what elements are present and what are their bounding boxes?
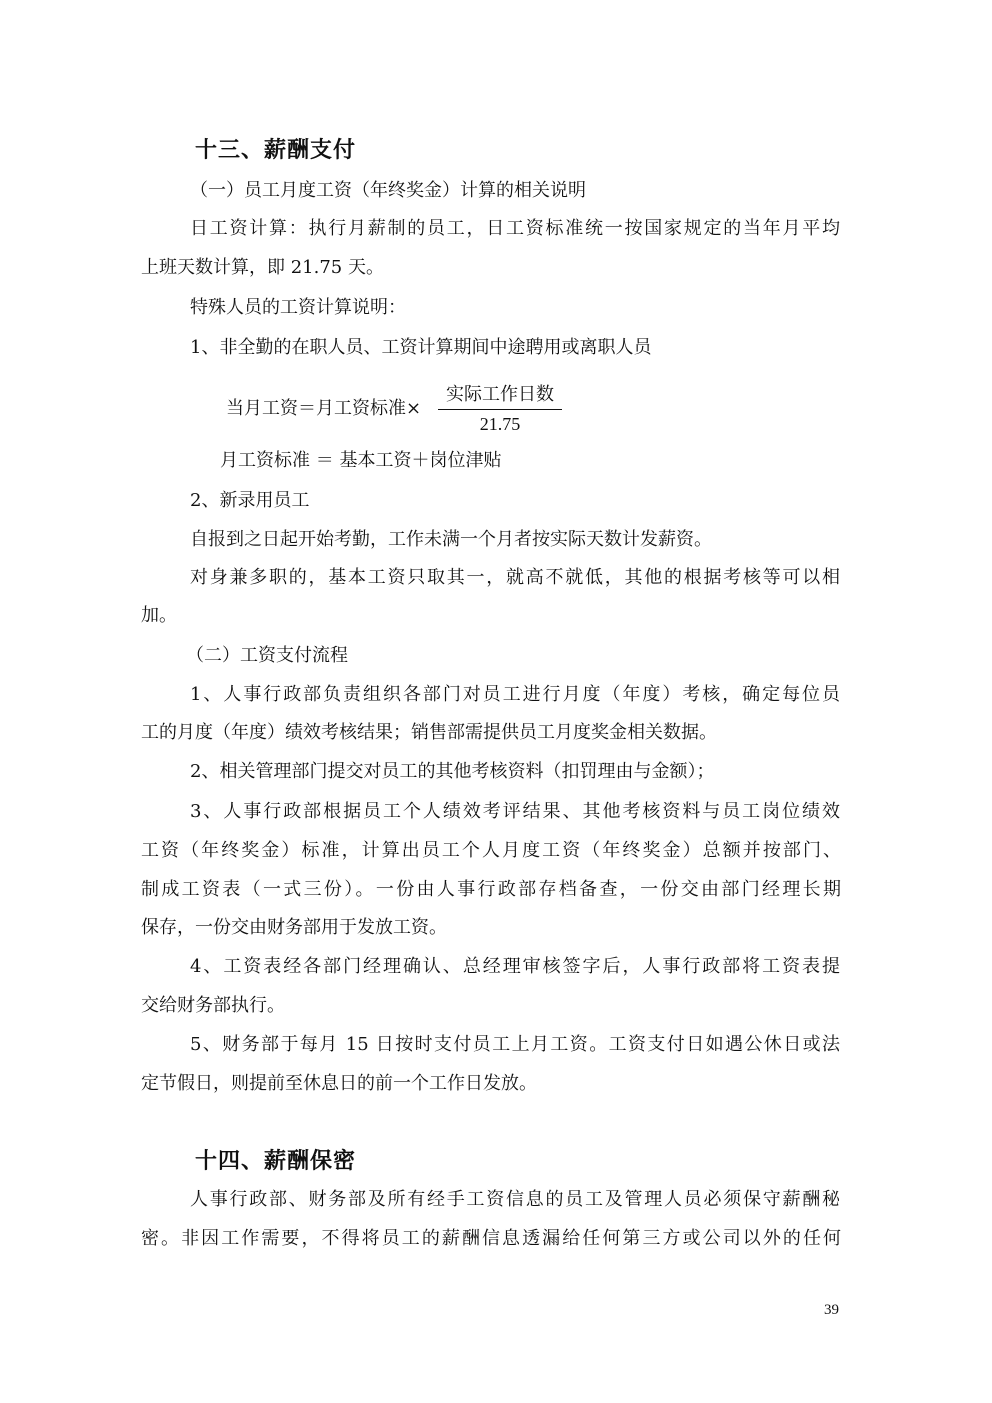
subsection-1-heading: （一）员工月度工资（年终奖金）计算的相关说明	[190, 180, 586, 201]
formula-fraction	[438, 380, 562, 435]
daily-wage-line-2: 上班天数计算，即 21.75 天。	[141, 257, 384, 278]
formula-numerator: 实际工作日数	[438, 380, 562, 410]
multi-role-line-2: 加。	[141, 605, 177, 626]
page-number: 39	[824, 1302, 839, 1318]
daily-wage-line-1: 日工资计算：执行月薪制的员工，日工资标准统一按国家规定的当年月平均	[190, 218, 840, 239]
section-13-title: 十三、薪酬支付	[195, 138, 357, 163]
monthly-standard-formula: 月工资标准 ＝ 基本工资＋岗位津贴	[220, 450, 502, 471]
confidentiality-line-1: 人事行政部、财务部及所有经手工资信息的员工及管理人员必须保守薪酬秘	[190, 1189, 840, 1210]
process-1-line-2: 工的月度（年度）绩效考核结果；销售部需提供员工月度奖金相关数据。	[141, 722, 717, 743]
subsection-2-heading: （二）工资支付流程	[186, 645, 348, 666]
process-4-line-1: 4、工资表经各部门经理确认、总经理审核签字后，人事行政部将工资表提	[190, 956, 840, 977]
formula-lhs: 当月工资＝月工资标准×	[226, 398, 422, 419]
formula-denominator: 21.75	[479, 414, 521, 434]
new-hire-text: 自报到之日起开始考勤，工作未满一个月者按实际天数计发薪资。	[190, 529, 712, 550]
special-staff-heading: 特殊人员的工资计算说明：	[190, 297, 406, 318]
section-14-title: 十四、薪酬保密	[195, 1149, 357, 1174]
process-1-line-1: 1、人事行政部负责组织各部门对员工进行月度（年度）考核，确定每位员	[190, 684, 840, 705]
process-3-line-3: 制成工资表（一式三份）。一份由人事行政部存档备查，一份交由部门经理长期	[141, 879, 841, 900]
process-3-line-2: 工资（年终奖金）标准，计算出员工个人月度工资（年终奖金）总额并按部门、	[141, 840, 841, 861]
process-4-line-2: 交给财务部执行。	[141, 995, 285, 1016]
multi-role-line-1: 对身兼多职的，基本工资只取其一，就高不就低，其他的根据考核等可以相	[190, 567, 840, 588]
process-5-line-1: 5、财务部于每月 15 日按时支付员工上月工资。工资支付日如遇公休日或法	[190, 1034, 840, 1055]
item-1-heading: 1、非全勤的在职人员、工资计算期间中途聘用或离职人员	[190, 337, 652, 358]
process-5-line-2: 定节假日，则提前至休息日的前一个工作日发放。	[141, 1073, 537, 1094]
process-3-line-4: 保存，一份交由财务部用于发放工资。	[141, 917, 447, 938]
process-3-line-1: 3、人事行政部根据员工个人绩效考评结果、其他考核资料与员工岗位绩效	[190, 801, 840, 822]
process-2-line: 2、相关管理部门提交对员工的其他考核资料（扣罚理由与金额）；	[190, 761, 715, 782]
confidentiality-line-2: 密。非因工作需要，不得将员工的薪酬信息透漏给任何第三方或公司以外的任何	[141, 1228, 841, 1249]
item-2-heading: 2、新录用员工	[190, 490, 310, 511]
